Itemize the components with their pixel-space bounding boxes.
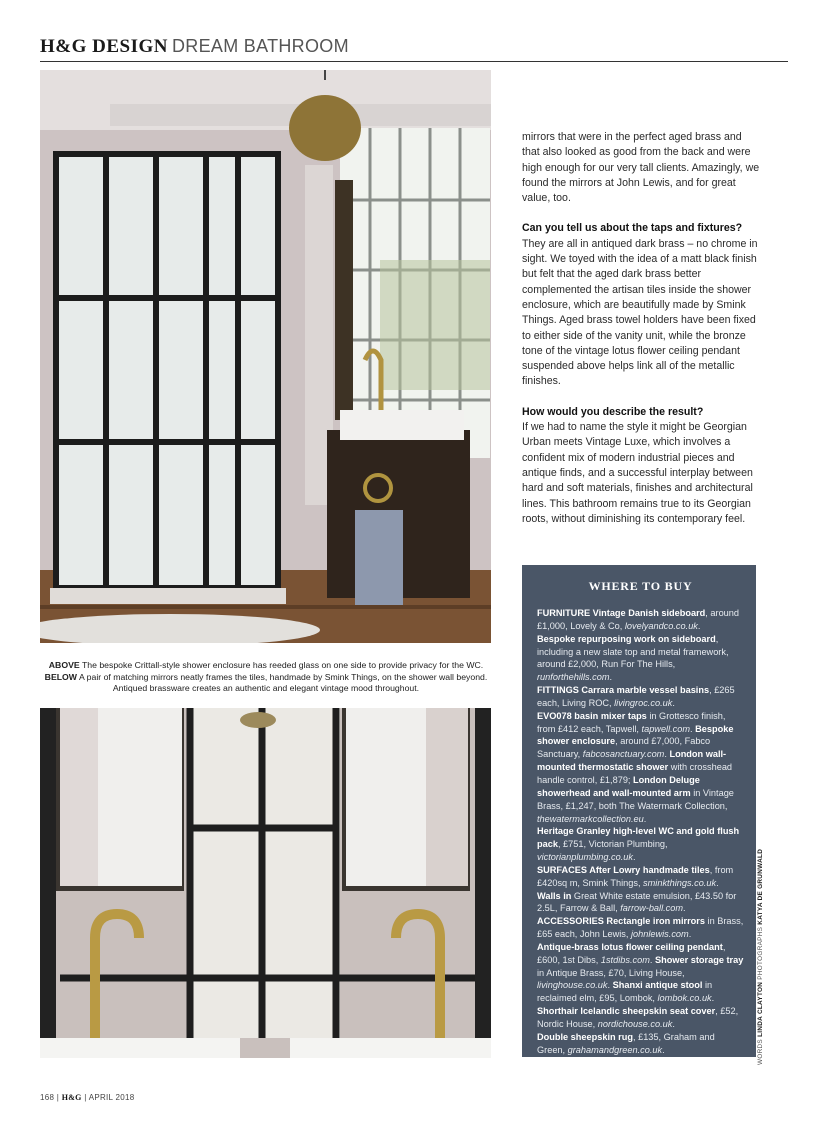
supplier-link: 1stdibs.com [600, 954, 650, 965]
supplier-item: Shorthair Icelandic sheepskin seat cover [537, 1006, 716, 1017]
supplier-end: . [697, 620, 701, 631]
supplier-link: sminkthings.co.uk [643, 877, 717, 888]
article-body [522, 130, 760, 542]
supplier-item: Double sheepskin rug [537, 1031, 633, 1042]
article-paragraph: They are all in antiqued dark brass – no chrome in sight. We toyed with the idea of a matt black finish but felt that the aged dark brass better complemented the artisan tiles inside the shower enclosure, which are beautifully made by Smink Things. Aged brass towel holders have been fixed to either side of the vanity unit, while the bronze tone of the vintage lotus flower ceiling pendant suspended above helps link all of the metallic finishes. [522, 237, 758, 388]
header-rule [40, 61, 788, 62]
where-to-buy-title: WHERE TO BUY [588, 579, 693, 593]
supplier-details: Great White estate emulsion, £43.50 for 2.5L, Farrow & Ball, [537, 890, 737, 914]
photo-mirrors-taps [40, 708, 491, 1058]
supplier-end: . [633, 852, 636, 863]
section-title: DREAM BATHROOM [172, 36, 349, 56]
supplier-link: runforthehills.com [537, 672, 610, 683]
supplier-details: in Antique Brass, £70, Living House, [537, 967, 685, 978]
supplier-item: Antique-brass lotus flower ceiling pendant [537, 941, 723, 952]
supplier-link: thewatermarkcollection.eu [537, 813, 644, 824]
supplier-details: in Vintage Brass, £1,247, both The Watermark Collection, [537, 787, 734, 811]
supplier-item: EVO078 basin mixer taps [537, 710, 647, 721]
supplier-details: , from £420sq m, Smink Things, [537, 864, 734, 888]
supplier-end: . [609, 672, 613, 683]
supplier-end: . [662, 1044, 665, 1055]
supplier-details: in Grottesco finish, from £412 each, Tapwell, [537, 710, 726, 734]
caption-label-above: ABOVE [48, 660, 80, 670]
supplier-end: . [649, 954, 653, 965]
supplier-details: , around £1,000, Lovely & Co, [537, 608, 740, 631]
interview-question: Can you tell us about the taps and fixtures? [522, 222, 743, 235]
supplier-end: . [688, 929, 692, 940]
photo-shower-vanity-illustration [40, 70, 491, 643]
supplier-link: victorianplumbing.co.uk [537, 852, 634, 863]
supplier-details: with crosshead handle control, £1,879; [537, 762, 733, 785]
supplier-item: Shanxi antique stool [612, 980, 703, 991]
supplier-item: Bespoke repurposing work on sideboard [537, 633, 716, 644]
where-to-buy-list [537, 607, 744, 1057]
supplier-details: , around £7,000, Fabco Sanctuary, [537, 736, 711, 760]
photo-credits [757, 849, 764, 1065]
supplier-link: tapwell.com [641, 723, 691, 734]
supplier-end: . [683, 903, 686, 914]
photo-caption [40, 660, 492, 695]
supplier-link: livinghouse.co.uk [537, 980, 608, 991]
folio-separator: | [81, 1093, 89, 1102]
supplier-item: Bespoke shower enclosure [537, 723, 734, 747]
where-to-buy-box [522, 565, 756, 1057]
supplier-details: in reclaimed elm, £95, Lombok, [537, 980, 713, 1004]
supplier-item: Shower storage tray [655, 954, 744, 965]
supplier-end: . [672, 697, 675, 708]
supplier-link: livingroc.co.uk [614, 697, 673, 708]
supplier-item: FURNITURE Vintage Danish sideboard [537, 608, 706, 618]
interview-question: How would you describe the result? [522, 405, 704, 418]
photo-shower-vanity [40, 70, 491, 643]
credit-photos-label: PHOTOGRAPHS [757, 924, 764, 982]
page-folio [40, 1093, 135, 1102]
supplier-link: lombok.co.uk [657, 993, 712, 1004]
supplier-item: Walls in [537, 890, 572, 901]
supplier-details: , £135, Graham and Green, [537, 1031, 715, 1055]
supplier-item: London wall-mounted thermostatic shower [537, 749, 727, 773]
article-paragraph: If we had to name the style it might be Georgian Urban meets Vintage Luxe, which involves a confident mix of modern industrial pieces and antique finds, and a successful interplay between hard and soft materials, finishes and architectural lines. This bathroom remains true to its Georgian roots, without diminishing its contemporary feel. [522, 421, 753, 525]
supplier-details: in Brass, £65 each, John Lewis, [537, 916, 744, 940]
supplier-link: farrow-ball.com [620, 903, 684, 914]
article-paragraph: mirrors that were in the perfect aged brass and that also looked as good from the back and were high enough for our very tall clients. Amazingly, we found the mirrors at John Lewis, and for great value, too. [522, 131, 760, 205]
supplier-end: . [711, 993, 715, 1004]
supplier-item: FITTINGS Carrara marble vessel basins [537, 685, 710, 696]
supplier-end: . [672, 1019, 675, 1029]
supplier-link: lovelyandco.co.uk [624, 620, 698, 631]
credit-photos-name: KATYA DE GRUNWALD [757, 848, 764, 925]
page-number: 168 [40, 1093, 55, 1102]
supplier-item: London Deluge showerhead and wall-mounted arm [537, 774, 700, 798]
supplier-link: nordichouse.co.uk [597, 1019, 673, 1029]
supplier-details: , £52, Nordic House, [537, 1006, 739, 1029]
supplier-end: . [607, 980, 611, 991]
caption-label-below: BELOW [44, 671, 78, 682]
supplier-item: Heritage Granley high-level WC and gold flush pack [537, 826, 740, 850]
photo-mirrors-taps-illustration [40, 708, 491, 1058]
supplier-item: SURFACES After Lowry handmade tiles [537, 864, 710, 875]
supplier-details: , including a new slate top and metal framework, around £2,000, Run For The Hills, [537, 633, 729, 670]
running-header [40, 36, 788, 62]
issue-date: APRIL 2018 [88, 1093, 135, 1102]
magazine-brand: H&G DESIGN [40, 36, 168, 57]
supplier-end: . [643, 813, 647, 824]
caption-text-above: The bespoke Crittall-style shower enclosure has reeded glass on one side to provide privacy for the WC. [79, 660, 484, 670]
supplier-details: , £600, 1st Dibs, [537, 941, 726, 965]
supplier-details: , £265 each, Living ROC, [537, 685, 735, 708]
supplier-end: . [664, 749, 667, 760]
supplier-details: , £751, Victorian Plumbing, [557, 839, 668, 850]
folio-separator: | [54, 1093, 62, 1102]
supplier-link: grahamandgreen.co.uk [567, 1044, 663, 1055]
credit-words-label: WORDS [757, 1036, 764, 1065]
supplier-end: . [690, 723, 693, 734]
magazine-name: H&G [61, 1093, 82, 1102]
supplier-item: ACCESSORIES Rectangle iron mirrors [537, 916, 705, 927]
caption-text-below: A pair of matching mirrors neatly frames the tiles, handmade by Smink Things, on the shower wall beyond. Antiqued brassware creates an authentic and elegant vintage mood throughout. [77, 671, 488, 693]
supplier-link: johnlewis.com [630, 929, 689, 940]
credit-words-name: LINDA CLAYTON [757, 981, 764, 1037]
supplier-end: . [716, 877, 719, 888]
supplier-link: fabcosanctuary.com [582, 749, 665, 760]
